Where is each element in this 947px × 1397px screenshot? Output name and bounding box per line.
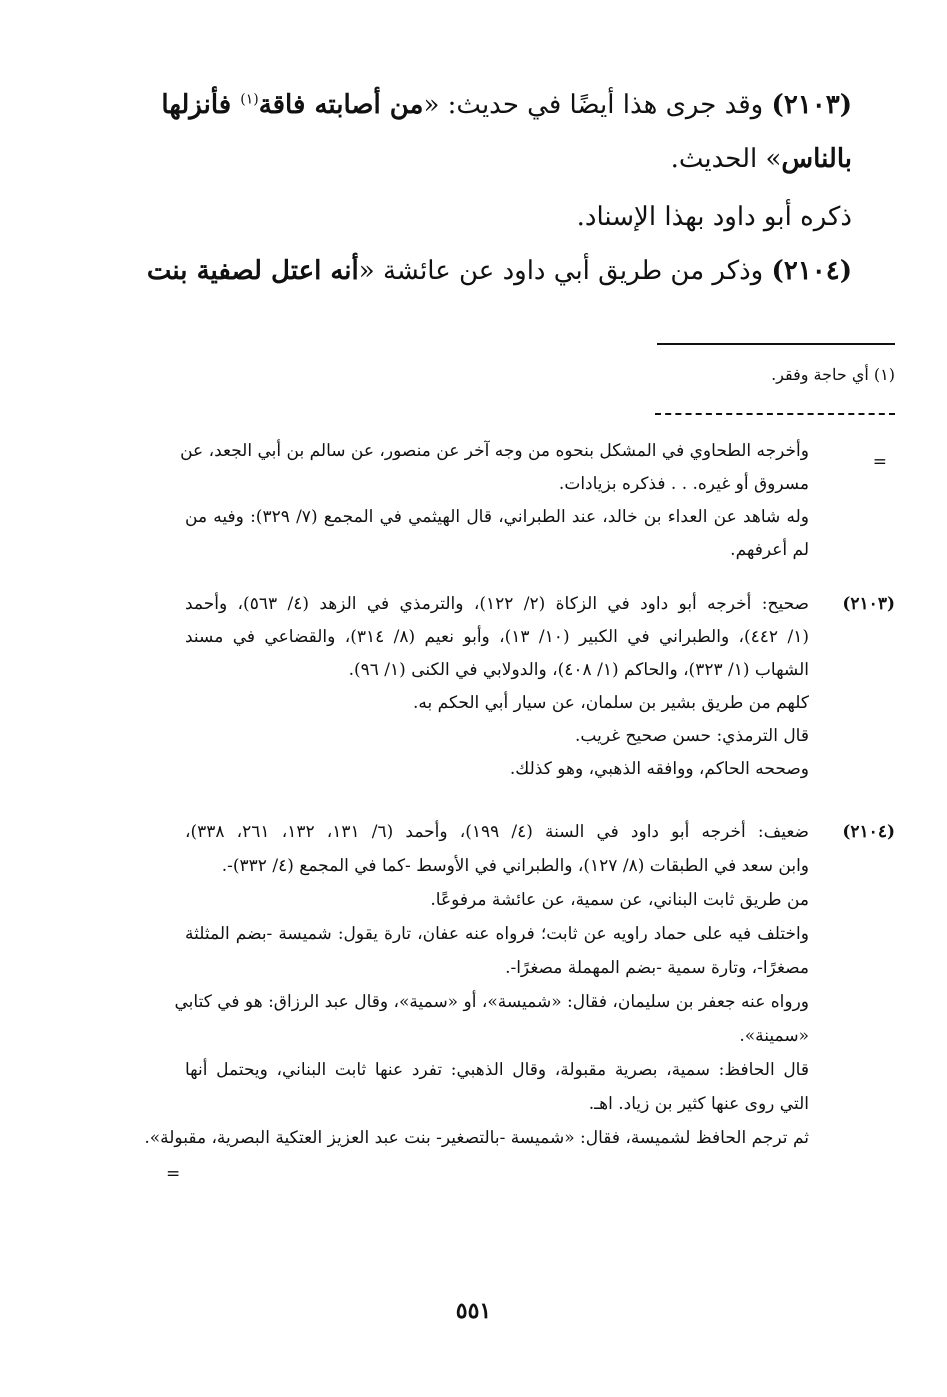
main-text-fragment: وذكر من طريق أبي داود عن عائشة « [358, 256, 764, 286]
hadith-quote-cont: فأنزلها [161, 90, 241, 120]
commentary-line: من طريق ثابت البناني، عن سمية، عن عائشة مرفوعًا. [430, 890, 809, 910]
commentary-2104 [144, 821, 809, 1149]
commentary-line: وصححه الحاكم، ووافقه الذهبي، وهو كذلك. [509, 759, 809, 779]
main-line-4 [146, 256, 852, 286]
commentary-line: صحيح: أخرجه أبو داود في الزكاة (٢/ ١٢٢)، والترمذي في الزهد (٤/ ٥٦٣)، وأحمد [185, 594, 809, 614]
commentary-continuation [180, 440, 809, 561]
hadith-quote-end: بالناس [781, 144, 852, 174]
commentary-2103 [185, 593, 809, 780]
commentary-line: كلهم من طريق بشير بن سلمان، عن سيار أبي الحكم به. [412, 693, 809, 713]
commentary-line: ضعيف: أخرجه أبو داود في السنة (٤/ ١٩٩)، وأحمد (٦/ ١٣١، ١٣٢، ٢٦١، ٣٣٨)، [185, 822, 809, 842]
footnote-1: (١) أي حاجة وفقر. [771, 365, 895, 384]
main-text-fragment: وقد جرى هذا أيضًا في حديث: « [423, 90, 764, 120]
commentary-line: ورواه عنه جعفر بن سليمان، فقال: «شميسة»، أو «سمية»، وقال عبد الرزاق: هو في كتابي [174, 992, 809, 1012]
commentary-line: الشهاب (١/ ٣٢٣)، والحاكم (١/ ٤٠٨)، والدولابي في الكنى (١/ ٩٦). [348, 660, 809, 680]
main-line-2 [185, 144, 852, 174]
commentary-line: لم أعرفهم. [730, 540, 809, 560]
commentary-line: قال الترمذي: حسن صحيح غريب. [575, 726, 809, 746]
commentary-line: مسروق أو غيره. . . فذكره بزيادات. [558, 474, 809, 494]
commentary-line: ثم ترجم الحافظ لشميسة، فقال: «شميسة -بالتصغير- بنت عبد العزيز العتكية البصرية، مقبولة». [144, 1128, 809, 1148]
main-line-3: ذكره أبو داود بهذا الإسناد. [576, 202, 852, 232]
main-text [146, 90, 852, 286]
footnote-separator [657, 343, 895, 345]
main-text-fragment: » الحديث. [670, 144, 782, 174]
commentary-line: التي روى عنها كثير بن زياد. اهـ. [588, 1094, 809, 1114]
continuation-marker: = [872, 452, 887, 472]
hadith-quote: من أصابته فاقة [258, 90, 424, 120]
commentary-separator [655, 413, 895, 415]
hadith-number-2104: (٢١٠٤) [771, 256, 852, 286]
main-line-1 [161, 90, 852, 120]
commentary-line: وابن سعد في الطبقات (٨/ ١٢٧)، والطبراني في الأوسط -كما في المجمع (٤/ ٣٣٢)-. [221, 856, 809, 876]
commentary-line: «سمينة». [739, 1026, 809, 1046]
commentary-line: مصغرًا-، وتارة سمية -بضم المهملة مصغرًا-. [505, 958, 809, 978]
hadith-number-2103: (٢١٠٣) [771, 90, 852, 120]
hadith-quote: أنه اعتل لصفية بنت [146, 256, 359, 286]
footnote-ref[interactable]: (١) [240, 91, 259, 108]
continuation-marker-end: = [166, 1164, 181, 1184]
commentary-line: قال الحافظ: سمية، بصرية مقبولة، وقال الذهبي: تفرد عنها ثابت البناني، ويحتمل أنها [185, 1060, 809, 1080]
commentary-line: وأخرجه الطحاوي في المشكل بنحوه من وجه آخر عن منصور، عن سالم بن أبي الجعد، عن [180, 441, 809, 461]
commentary-line: واختلف فيه على حماد راويه عن ثابت؛ فرواه عنه عفان، تارة يقول: شميسة -بضم المثلثة [185, 924, 809, 944]
commentary-number-2104: (٢١٠٤) [842, 822, 895, 842]
commentary-number-2103: (٢١٠٣) [842, 594, 895, 614]
commentary-line: (١/ ٤٤٢)، والطبراني في الكبير (١٠/ ١٣)، وأبو نعيم (٨/ ٣١٤)، والقضاعي في مسند [185, 627, 809, 647]
commentary-line: وله شاهد عن العداء بن خالد، عند الطبراني، قال الهيثمي في المجمع (٧/ ٣٢٩): وفيه من [185, 507, 809, 527]
page-number: ٥٥١ [455, 1298, 492, 1324]
